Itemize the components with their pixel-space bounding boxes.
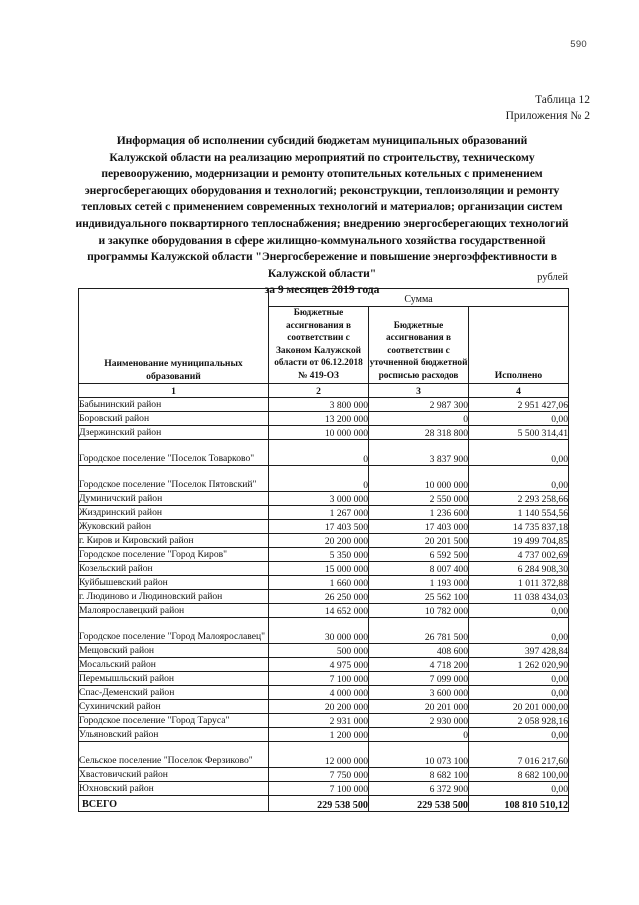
cell-municipality-name: Сельское поселение "Поселок Ферзиково" — [79, 741, 269, 767]
cell-amount-col3: 26 781 500 — [369, 617, 469, 643]
table-row — [79, 767, 569, 781]
cell-amount-col4: 7 016 217,60 — [469, 741, 569, 767]
cell-amount-col3: 25 562 100 — [369, 589, 469, 603]
cell-amount-col3: 8 007 400 — [369, 561, 469, 575]
title-line: программы Калужской области "Энергосбережение и повышение энергоэффективности в — [87, 250, 557, 264]
cell-amount-col4: 2 293 258,66 — [469, 491, 569, 505]
column-number-1: 1 — [79, 383, 269, 397]
table-total-row — [79, 795, 569, 811]
cell-amount-col4: 1 140 554,56 — [469, 505, 569, 519]
cell-amount-col2: 1 660 000 — [269, 575, 369, 589]
cell-municipality-name: Куйбышевский район — [79, 575, 269, 589]
cell-amount-col2: 500 000 — [269, 643, 369, 657]
title-line: индивидуального поквартирного теплоснабжения; внедрению энергосберегающих технологий — [75, 216, 569, 230]
cell-amount-col2: 1 200 000 — [269, 727, 369, 741]
table-row — [79, 411, 569, 425]
cell-amount-col4: 0,00 — [469, 617, 569, 643]
appendix-label: Приложения № 2 — [505, 110, 590, 122]
header-cell-name: Наименование муниципальных образований — [79, 289, 269, 384]
cell-amount-col3: 1 236 600 — [369, 505, 469, 519]
title-line: тепловых сетей с применением современных технологий и материалов; организации систем — [81, 200, 563, 214]
table-row — [79, 465, 569, 491]
cell-amount-col3: 10 782 000 — [369, 603, 469, 617]
title-line: Калужской области на реализацию мероприятий по строительству, техническому — [109, 150, 535, 164]
table-row — [79, 491, 569, 505]
cell-amount-col2: 3 800 000 — [269, 397, 369, 411]
cell-municipality-name: Мосальский район — [79, 657, 269, 671]
header-cell-col2: Бюджетные ассигнования в соответствии с Законом Калужской области от 06.12.2018 № 419-ОЗ — [269, 307, 369, 384]
cell-amount-col3: 0 — [369, 727, 469, 741]
cell-amount-col3: 10 073 100 — [369, 741, 469, 767]
column-number-3: 3 — [369, 383, 469, 397]
table-row — [79, 781, 569, 795]
subsidy-table — [78, 288, 569, 812]
cell-amount-col3: 17 403 000 — [369, 519, 469, 533]
title-line: и закупке оборудования в сфере жилищно-коммунального хозяйства государственной — [98, 233, 546, 247]
cell-amount-col2: 30 000 000 — [269, 617, 369, 643]
cell-amount-col4: 1 262 020,90 — [469, 657, 569, 671]
table-body — [79, 397, 569, 811]
cell-amount-col4: 20 201 000,00 — [469, 699, 569, 713]
cell-municipality-name: Ульяновский район — [79, 727, 269, 741]
cell-amount-col4: 19 499 704,85 — [469, 533, 569, 547]
cell-amount-col2: 13 200 000 — [269, 411, 369, 425]
cell-amount-col4: 0,00 — [469, 465, 569, 491]
cell-amount-col4: 0,00 — [469, 411, 569, 425]
column-number-2: 2 — [269, 383, 369, 397]
cell-municipality-name: Сухиничский район — [79, 699, 269, 713]
title-line: перевооружению, модернизации и ремонту отопительных котельных с применением — [101, 167, 543, 181]
cell-amount-col3: 20 201 000 — [369, 699, 469, 713]
table-row — [79, 713, 569, 727]
cell-amount-col2: 26 250 000 — [269, 589, 369, 603]
table-row — [79, 685, 569, 699]
page-number: 590 — [570, 39, 587, 50]
header-row-group — [79, 289, 569, 307]
cell-municipality-name: Жуковский район — [79, 519, 269, 533]
cell-amount-col2: 4 000 000 — [269, 685, 369, 699]
cell-total-col4: 108 810 510,12 — [469, 795, 569, 811]
cell-amount-col2: 20 200 000 — [269, 699, 369, 713]
cell-municipality-name: Спас-Деменский район — [79, 685, 269, 699]
subsidy-table-wrapper — [78, 288, 568, 812]
cell-municipality-name: Городское поселение "Город Киров" — [79, 547, 269, 561]
cell-municipality-name: г. Киров и Кировский район — [79, 533, 269, 547]
table-row — [79, 741, 569, 767]
cell-municipality-name: Юхновский район — [79, 781, 269, 795]
cell-municipality-name: Городское поселение "Город Таруса" — [79, 713, 269, 727]
cell-amount-col3: 2 550 000 — [369, 491, 469, 505]
title-line: Информация об исполнении субсидий бюджетам муниципальных образований — [116, 134, 528, 147]
cell-amount-col3: 8 682 100 — [369, 767, 469, 781]
table-row — [79, 671, 569, 685]
cell-amount-col4: 6 284 908,30 — [469, 561, 569, 575]
cell-amount-col4: 0,00 — [469, 727, 569, 741]
header-cell-sum-group: Сумма — [269, 289, 569, 307]
table-label: Таблица 12 — [535, 94, 590, 106]
cell-amount-col2: 7 100 000 — [269, 671, 369, 685]
cell-amount-col4: 0,00 — [469, 671, 569, 685]
table-row — [79, 519, 569, 533]
table-row — [79, 533, 569, 547]
cell-amount-col4: 0,00 — [469, 781, 569, 795]
cell-amount-col3: 10 000 000 — [369, 465, 469, 491]
table-caption-block — [0, 92, 590, 124]
title-line: Калужской области" — [267, 266, 377, 280]
table-row — [79, 589, 569, 603]
cell-municipality-name: Городское поселение "Город Малоярославец" — [79, 617, 269, 643]
table-row — [79, 699, 569, 713]
cell-total-col3: 229 538 500 — [369, 795, 469, 811]
cell-municipality-name: Козельский район — [79, 561, 269, 575]
cell-amount-col2: 0 — [269, 439, 369, 465]
cell-amount-col3: 6 592 500 — [369, 547, 469, 561]
header-cell-col3: Бюджетные ассигнования в соответствии с уточненной бюджетной росписью расходов — [369, 307, 469, 384]
cell-municipality-name: Боровский район — [79, 411, 269, 425]
table-row — [79, 575, 569, 589]
cell-amount-col3: 6 372 900 — [369, 781, 469, 795]
cell-municipality-name: Думиничский район — [79, 491, 269, 505]
cell-municipality-name: Дзержинский район — [79, 425, 269, 439]
cell-amount-col2: 7 100 000 — [269, 781, 369, 795]
cell-amount-col2: 5 350 000 — [269, 547, 369, 561]
cell-amount-col4: 2 058 928,16 — [469, 713, 569, 727]
cell-amount-col3: 1 193 000 — [369, 575, 469, 589]
cell-amount-col2: 12 000 000 — [269, 741, 369, 767]
cell-amount-col2: 10 000 000 — [269, 425, 369, 439]
cell-amount-col3: 408 600 — [369, 643, 469, 657]
cell-municipality-name: Перемышльский район — [79, 671, 269, 685]
table-row — [79, 505, 569, 519]
table-row — [79, 425, 569, 439]
cell-amount-col4: 11 038 434,03 — [469, 589, 569, 603]
title-line: за 9 месяцев 2019 года — [264, 283, 380, 297]
cell-amount-col4: 8 682 100,00 — [469, 767, 569, 781]
cell-amount-col4: 397 428,84 — [469, 643, 569, 657]
cell-amount-col4: 5 500 314,41 — [469, 425, 569, 439]
cell-municipality-name: Городское поселение "Поселок Пятовский" — [79, 465, 269, 491]
cell-amount-col4: 1 011 372,88 — [469, 575, 569, 589]
cell-municipality-name: Малоярославецкий район — [79, 603, 269, 617]
table-row — [79, 603, 569, 617]
cell-amount-col4: 0,00 — [469, 439, 569, 465]
cell-amount-col4: 2 951 427,06 — [469, 397, 569, 411]
title-line: энергосберегающих оборудования и технологий; реконструкции, теплоизоляции и ремонту — [84, 183, 560, 197]
cell-amount-col4: 0,00 — [469, 685, 569, 699]
table-row — [79, 643, 569, 657]
cell-municipality-name: г. Людиново и Людиновский район — [79, 589, 269, 603]
cell-amount-col3: 4 718 200 — [369, 657, 469, 671]
cell-municipality-name: Городское поселение "Поселок Товарково" — [79, 439, 269, 465]
cell-amount-col2: 1 267 000 — [269, 505, 369, 519]
cell-amount-col3: 7 099 000 — [369, 671, 469, 685]
cell-amount-col4: 0,00 — [469, 603, 569, 617]
cell-amount-col2: 17 403 500 — [269, 519, 369, 533]
cell-municipality-name: Хвастовичский район — [79, 767, 269, 781]
cell-amount-col3: 2 987 300 — [369, 397, 469, 411]
cell-amount-col2: 15 000 000 — [269, 561, 369, 575]
cell-amount-col3: 28 318 800 — [369, 425, 469, 439]
cell-amount-col2: 20 200 000 — [269, 533, 369, 547]
table-row — [79, 439, 569, 465]
cell-amount-col4: 4 737 002,69 — [469, 547, 569, 561]
cell-amount-col4: 14 735 837,18 — [469, 519, 569, 533]
cell-total-label: ВСЕГО — [79, 795, 269, 811]
cell-amount-col3: 3 837 900 — [369, 439, 469, 465]
table-row — [79, 561, 569, 575]
cell-municipality-name: Мещовский район — [79, 643, 269, 657]
cell-amount-col2: 7 750 000 — [269, 767, 369, 781]
table-row — [79, 617, 569, 643]
table-row — [79, 397, 569, 411]
cell-amount-col3: 2 930 000 — [369, 713, 469, 727]
cell-amount-col2: 3 000 000 — [269, 491, 369, 505]
column-number-4: 4 — [469, 383, 569, 397]
column-number-row — [79, 383, 569, 397]
table-row — [79, 657, 569, 671]
table-row — [79, 727, 569, 741]
cell-amount-col3: 3 600 000 — [369, 685, 469, 699]
cell-amount-col2: 0 — [269, 465, 369, 491]
table-row — [79, 547, 569, 561]
table-head — [79, 289, 569, 398]
cell-amount-col2: 4 975 000 — [269, 657, 369, 671]
cell-amount-col2: 14 652 000 — [269, 603, 369, 617]
units-label: рублей — [537, 272, 568, 283]
cell-municipality-name: Жиздринский район — [79, 505, 269, 519]
cell-total-col2: 229 538 500 — [269, 795, 369, 811]
cell-amount-col3: 0 — [369, 411, 469, 425]
cell-amount-col3: 20 201 500 — [369, 533, 469, 547]
cell-amount-col2: 2 931 000 — [269, 713, 369, 727]
cell-municipality-name: Бабынинский район — [79, 397, 269, 411]
header-cell-col4: Исполнено — [469, 307, 569, 384]
